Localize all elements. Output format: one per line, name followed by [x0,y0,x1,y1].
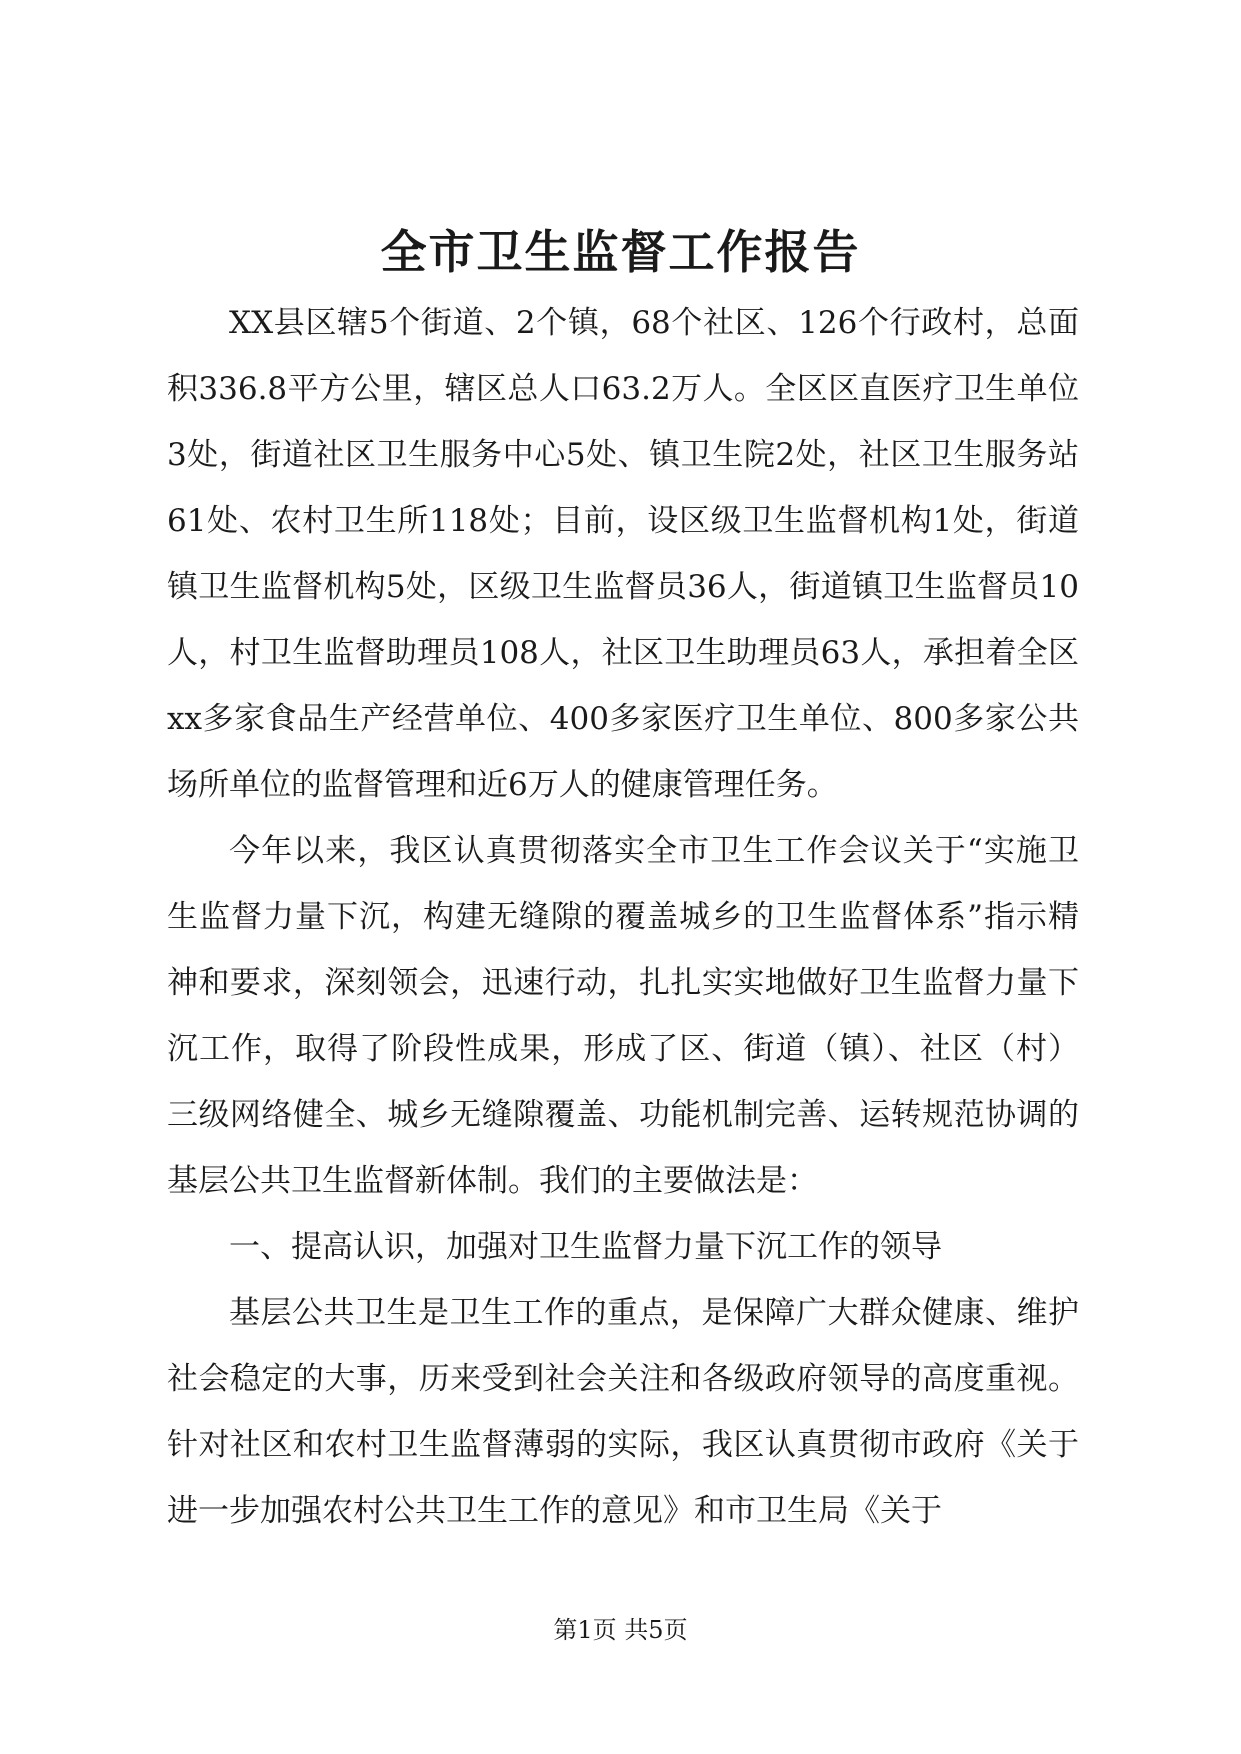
section-heading: 一、提高认识，加强对卫生监督力量下沉工作的领导 [229,1229,942,1265]
document-body [167,290,1079,1544]
paragraph-progress: 今年以来，我区认真贯彻落实全市卫生工作会议关于“实施卫生监督力量下沉，构建无缝隙的覆盖城乡的卫生监督体系”指示精神和要求，深刻领会，迅速行动，扎扎实实地做好卫生监督力量下沉工作，取得了阶段性成果，形成了区、街道（镇）、社区（村）三级网络健全、城乡无缝隙覆盖、功能机制完善、运转规范协调的基层公共卫生监督新体制。我们的主要做法是： [167,833,1079,1199]
page-number-footer: 第1页 共5页 [553,1616,688,1644]
paragraph-overview: XX县区辖5个街道、2个镇，68个社区、126个行政村，总面积336.8平方公里，辖区总人口63.2万人。全区区直医疗卫生单位3处，街道社区卫生服务中心5处、镇卫生院2处，社区卫生服务站61处、农村卫生所118处；目前，设区级卫生监督机构1处，街道镇卫生监督机构5处，区级卫生监督员36人，街道镇卫生监督员10人，村卫生监督助理员108人，社区卫生助理员63人，承担着全区xx多家食品生产经营单位、400多家医疗卫生单位、800多家公共场所单位的监督管理和近6万人的健康管理任务。 [167,305,1079,803]
paragraph-section-1: 基层公共卫生是卫生工作的重点，是保障广大群众健康、维护社会稳定的大事，历来受到社会关注和各级政府领导的高度重视。针对社区和农村卫生监督薄弱的实际，我区认真贯彻市政府《关于进一步加强农村公共卫生工作的意见》和市卫生局《关于 [167,1295,1079,1529]
document-title: 全市卫生监督工作报告 [380,225,861,279]
